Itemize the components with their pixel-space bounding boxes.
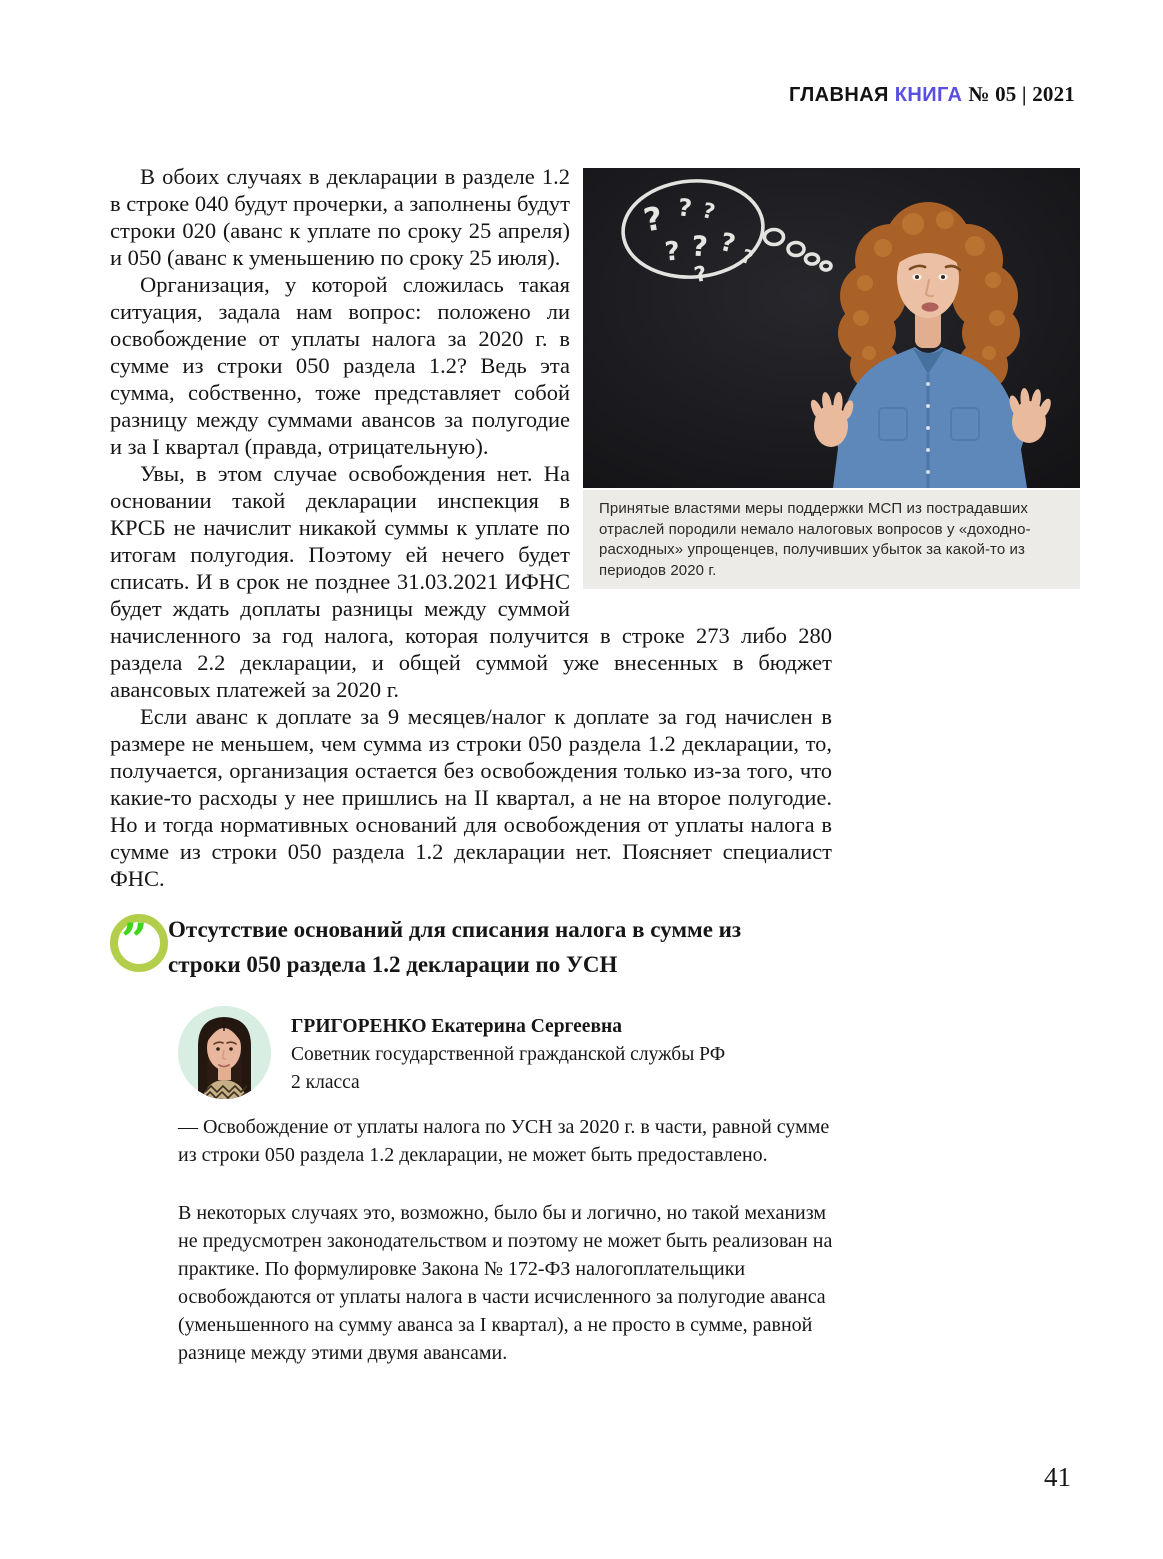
- question-mark: ?: [699, 198, 718, 225]
- mouth: [922, 302, 939, 311]
- expert-portrait: [178, 1006, 271, 1099]
- article-body: [110, 163, 1031, 1367]
- confused-woman-photo: [583, 168, 1080, 488]
- page-number: 41: [1044, 1462, 1071, 1492]
- question-mark: ?: [717, 226, 739, 259]
- question-mark: ?: [690, 229, 709, 264]
- quote-title: Отсутствие оснований для списания налога в сумме из строки 050 раздела 1.2 декларации по УСН: [168, 917, 742, 977]
- portrait-woman: [198, 1017, 251, 1099]
- article-paragraph: Увы, в этом случае освобождения нет. На основании такой декларации инспекция в КРСБ не начислит никакой суммы к уплате по итогам полугодия. Поэтому ей нечего будет списать. И в срок не позднее 31.03.2021 ИФНС будет ждать доплаты разницы между суммой начисленного за год налога, которая получится в строке 273 либо 280 раздела 2.2 декларации, и общей суммой уже внесенных в бюджет авансовых платежей за 2020 г.: [110, 461, 832, 702]
- quote-header: [110, 912, 832, 982]
- magazine-title-part1: ГЛАВНАЯ: [789, 84, 889, 106]
- expert-info: [291, 1006, 725, 1099]
- magazine-title-part2: КНИГА: [894, 84, 963, 106]
- question-mark: ?: [676, 193, 694, 223]
- expert-profile: [178, 1006, 832, 1099]
- photo-caption: Принятые властями меры поддержки МСП из пострадавших отраслей породили немало налоговых вопросов у «доходно-расходных» упрощенцев, получивших убыток за какой-то из периодов 2020 г.: [583, 490, 1080, 589]
- quote-paragraph: В некоторых случаях это, возможно, было бы и логично, но такой механизм не предусмотрен законодательством и поэтому не может быть реализован на практике. По формулировке Закона № 172-ФЗ налогоплательщики освобождаются от уплаты налога в части исчисленного за полугодие аванса (уменьшенного на сумму аванса за I квартал), а не просто в сумме, равной разнице между этими двумя авансами.: [178, 1202, 833, 1364]
- article-figure: [583, 168, 1080, 589]
- question-mark: ?: [663, 236, 682, 268]
- article-paragraph: Организация, у которой сложилась такая ситуация, задала нам вопрос: положено ли освобождение от уплаты налога за 2020 г. в сумме из строки 050 раздела 1.2? Ведь эта сумма, собственно, тоже представляет собой разницу между суммами авансов за полугодие и за I квартал (правда, отрицательную).: [110, 272, 570, 459]
- quote-icon: [110, 914, 168, 972]
- expert-title-line: Советник государственной гражданской службы РФ: [291, 1044, 726, 1065]
- masthead: [789, 82, 1075, 107]
- expert-quote-section: [110, 912, 832, 1367]
- article-paragraph: Если аванс к доплате за 9 месяцев/налог к доплате за год начислен в размере не меньшем, чем сумма из строки 050 раздела 1.2 декларации, то, получается, организация остается без освобождения только из-за того, что какие-то расходы у нее пришлись на II квартал, а не на второе полугодие. Но и тогда нормативных оснований для освобождения от уплаты налога в сумме из строки 050 раздела 1.2 декларации нет. Поясняет специалист ФНС.: [110, 704, 832, 891]
- quotation-mark-icon: ”: [121, 913, 148, 967]
- expert-title-line: 2 класса: [291, 1072, 360, 1093]
- issue-number: № 05 | 2021: [968, 82, 1075, 106]
- expert-avatar: [178, 1006, 271, 1099]
- article-paragraph: В обоих случаях в декларации в разделе 1.2 в строке 040 будут прочерки, а заполнены будут строки 020 (аванс к уплате по сроку 25 апреля) и 050 (аванс к уменьшению по сроку 25 июля).: [110, 164, 570, 270]
- question-mark: ?: [692, 261, 710, 288]
- question-mark: ?: [640, 198, 666, 240]
- quote-paragraph: — Освобождение от уплаты налога по УСН за 2020 г. в части, равной сумме из строки 050 раздела 1.2 декларации, не может быть предоставлено.: [178, 1116, 830, 1166]
- expert-name: ГРИГОРЕНКО Екатерина Сергеевна: [291, 1016, 622, 1037]
- question-mark: ?: [738, 245, 756, 270]
